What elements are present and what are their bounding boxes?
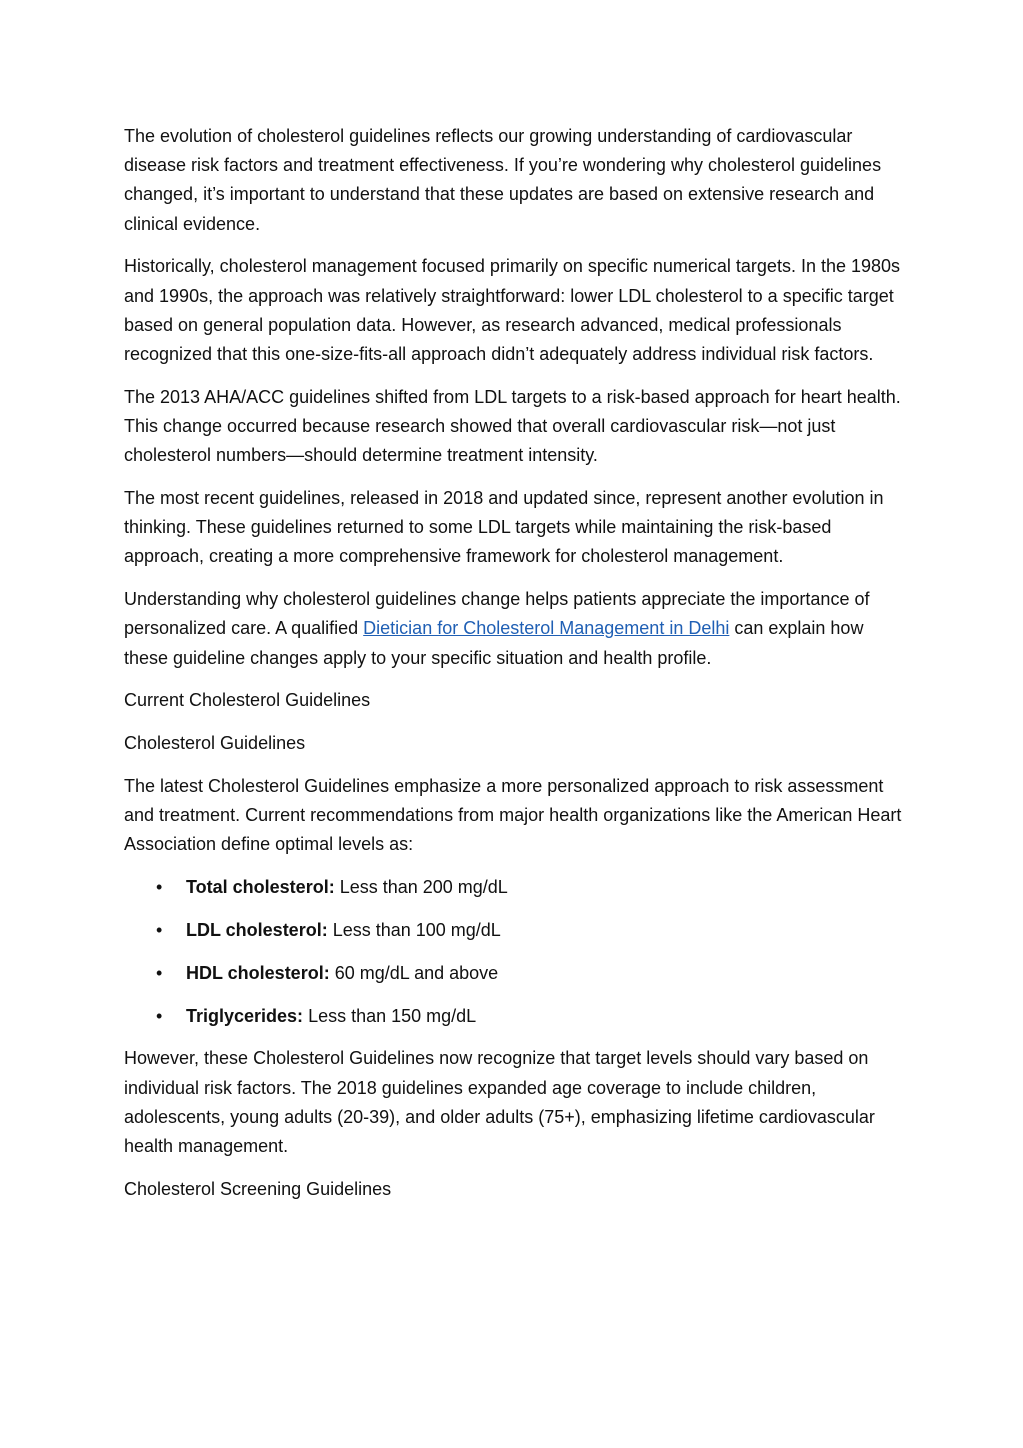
bullet-icon: • [156, 1005, 163, 1026]
bullet-icon: • [156, 920, 163, 941]
risk-factors-paragraph: However, these Cholesterol Guidelines now recognize that target levels should vary based on individual risk factors. The 2018 guidelines expanded age coverage to include children, adolescents, young adults (20-39), and older adults (75+), emphasizing lifetime cardiovascular health management. [124, 1048, 875, 1157]
screening-guidelines-heading: Cholesterol Screening Guidelines [124, 1178, 392, 1199]
list-item-value: Less than 150 mg/dL [303, 1005, 477, 1026]
intro-paragraph: The evolution of cholesterol guidelines reflects our growing understanding of cardiovascular disease risk factors and treatment effectiveness. If you’re wondering why cholesterol guidelines changed, it’s important to understand that these updates are based on extensive research and clinical evidence. [124, 126, 882, 234]
optimal-levels-list [124, 873, 904, 1031]
recent-guidelines-paragraph: The most recent guidelines, released in 2018 and updated since, represent another evolution in thinking. These guidelines returned to some LDL targets while maintaining the risk-based approach, creating a more comprehensive framework for cholesterol management. [124, 488, 884, 567]
dietician-link[interactable]: Dietician for Cholesterol Management in Delhi [363, 618, 730, 639]
list-item-value: 60 mg/dL and above [329, 962, 499, 983]
bullet-icon: • [156, 877, 163, 898]
document-page [124, 122, 904, 1218]
personalized-care-paragraph [124, 585, 904, 673]
list-item-total-cholesterol [124, 873, 904, 902]
list-item-value: Less than 200 mg/dL [334, 877, 508, 898]
personalized-care-text-after: can explain how these guideline changes apply to your specific situation and health profile. [124, 618, 864, 668]
list-item-ldl-cholesterol [124, 916, 904, 945]
aha-acc-2013-paragraph: The 2013 AHA/ACC guidelines shifted from LDL targets to a risk-based approach for heart health. This change occurred because research showed that overall cardiovascular risk—not just cholesterol numbers—should determine treatment intensity. [124, 386, 901, 466]
history-paragraph: Historically, cholesterol management focused primarily on specific numerical targets. In the 1980s and 1990s, the approach was relatively straightforward: lower LDL cholesterol to a specific target based on general population data. However, as research advanced, medical professionals recognized that this one-size-fits-all approach didn’t adequately address individual risk factors. [124, 256, 901, 365]
bullet-icon: • [156, 962, 163, 983]
list-item-label: LDL cholesterol: [186, 920, 328, 941]
list-item-label: Triglycerides: [186, 1005, 304, 1026]
list-item-label: Total cholesterol: [186, 877, 335, 898]
latest-guidelines-paragraph: The latest Cholesterol Guidelines emphasize a more personalized approach to risk assessment and treatment. Current recommendations from major health organizations like the American Heart Association define optimal levels as: [124, 776, 902, 855]
list-item-hdl-cholesterol [124, 959, 904, 988]
personalized-care-text-before: Understanding why cholesterol guidelines change helps patients appreciate the importance of personalized care. A qualified [124, 589, 870, 639]
list-item-value: Less than 100 mg/dL [327, 920, 501, 941]
list-item-label: HDL cholesterol: [186, 962, 330, 983]
cholesterol-guidelines-heading: Cholesterol Guidelines [124, 733, 306, 754]
list-item-triglycerides [124, 1002, 904, 1031]
current-guidelines-heading: Current Cholesterol Guidelines [124, 690, 371, 711]
